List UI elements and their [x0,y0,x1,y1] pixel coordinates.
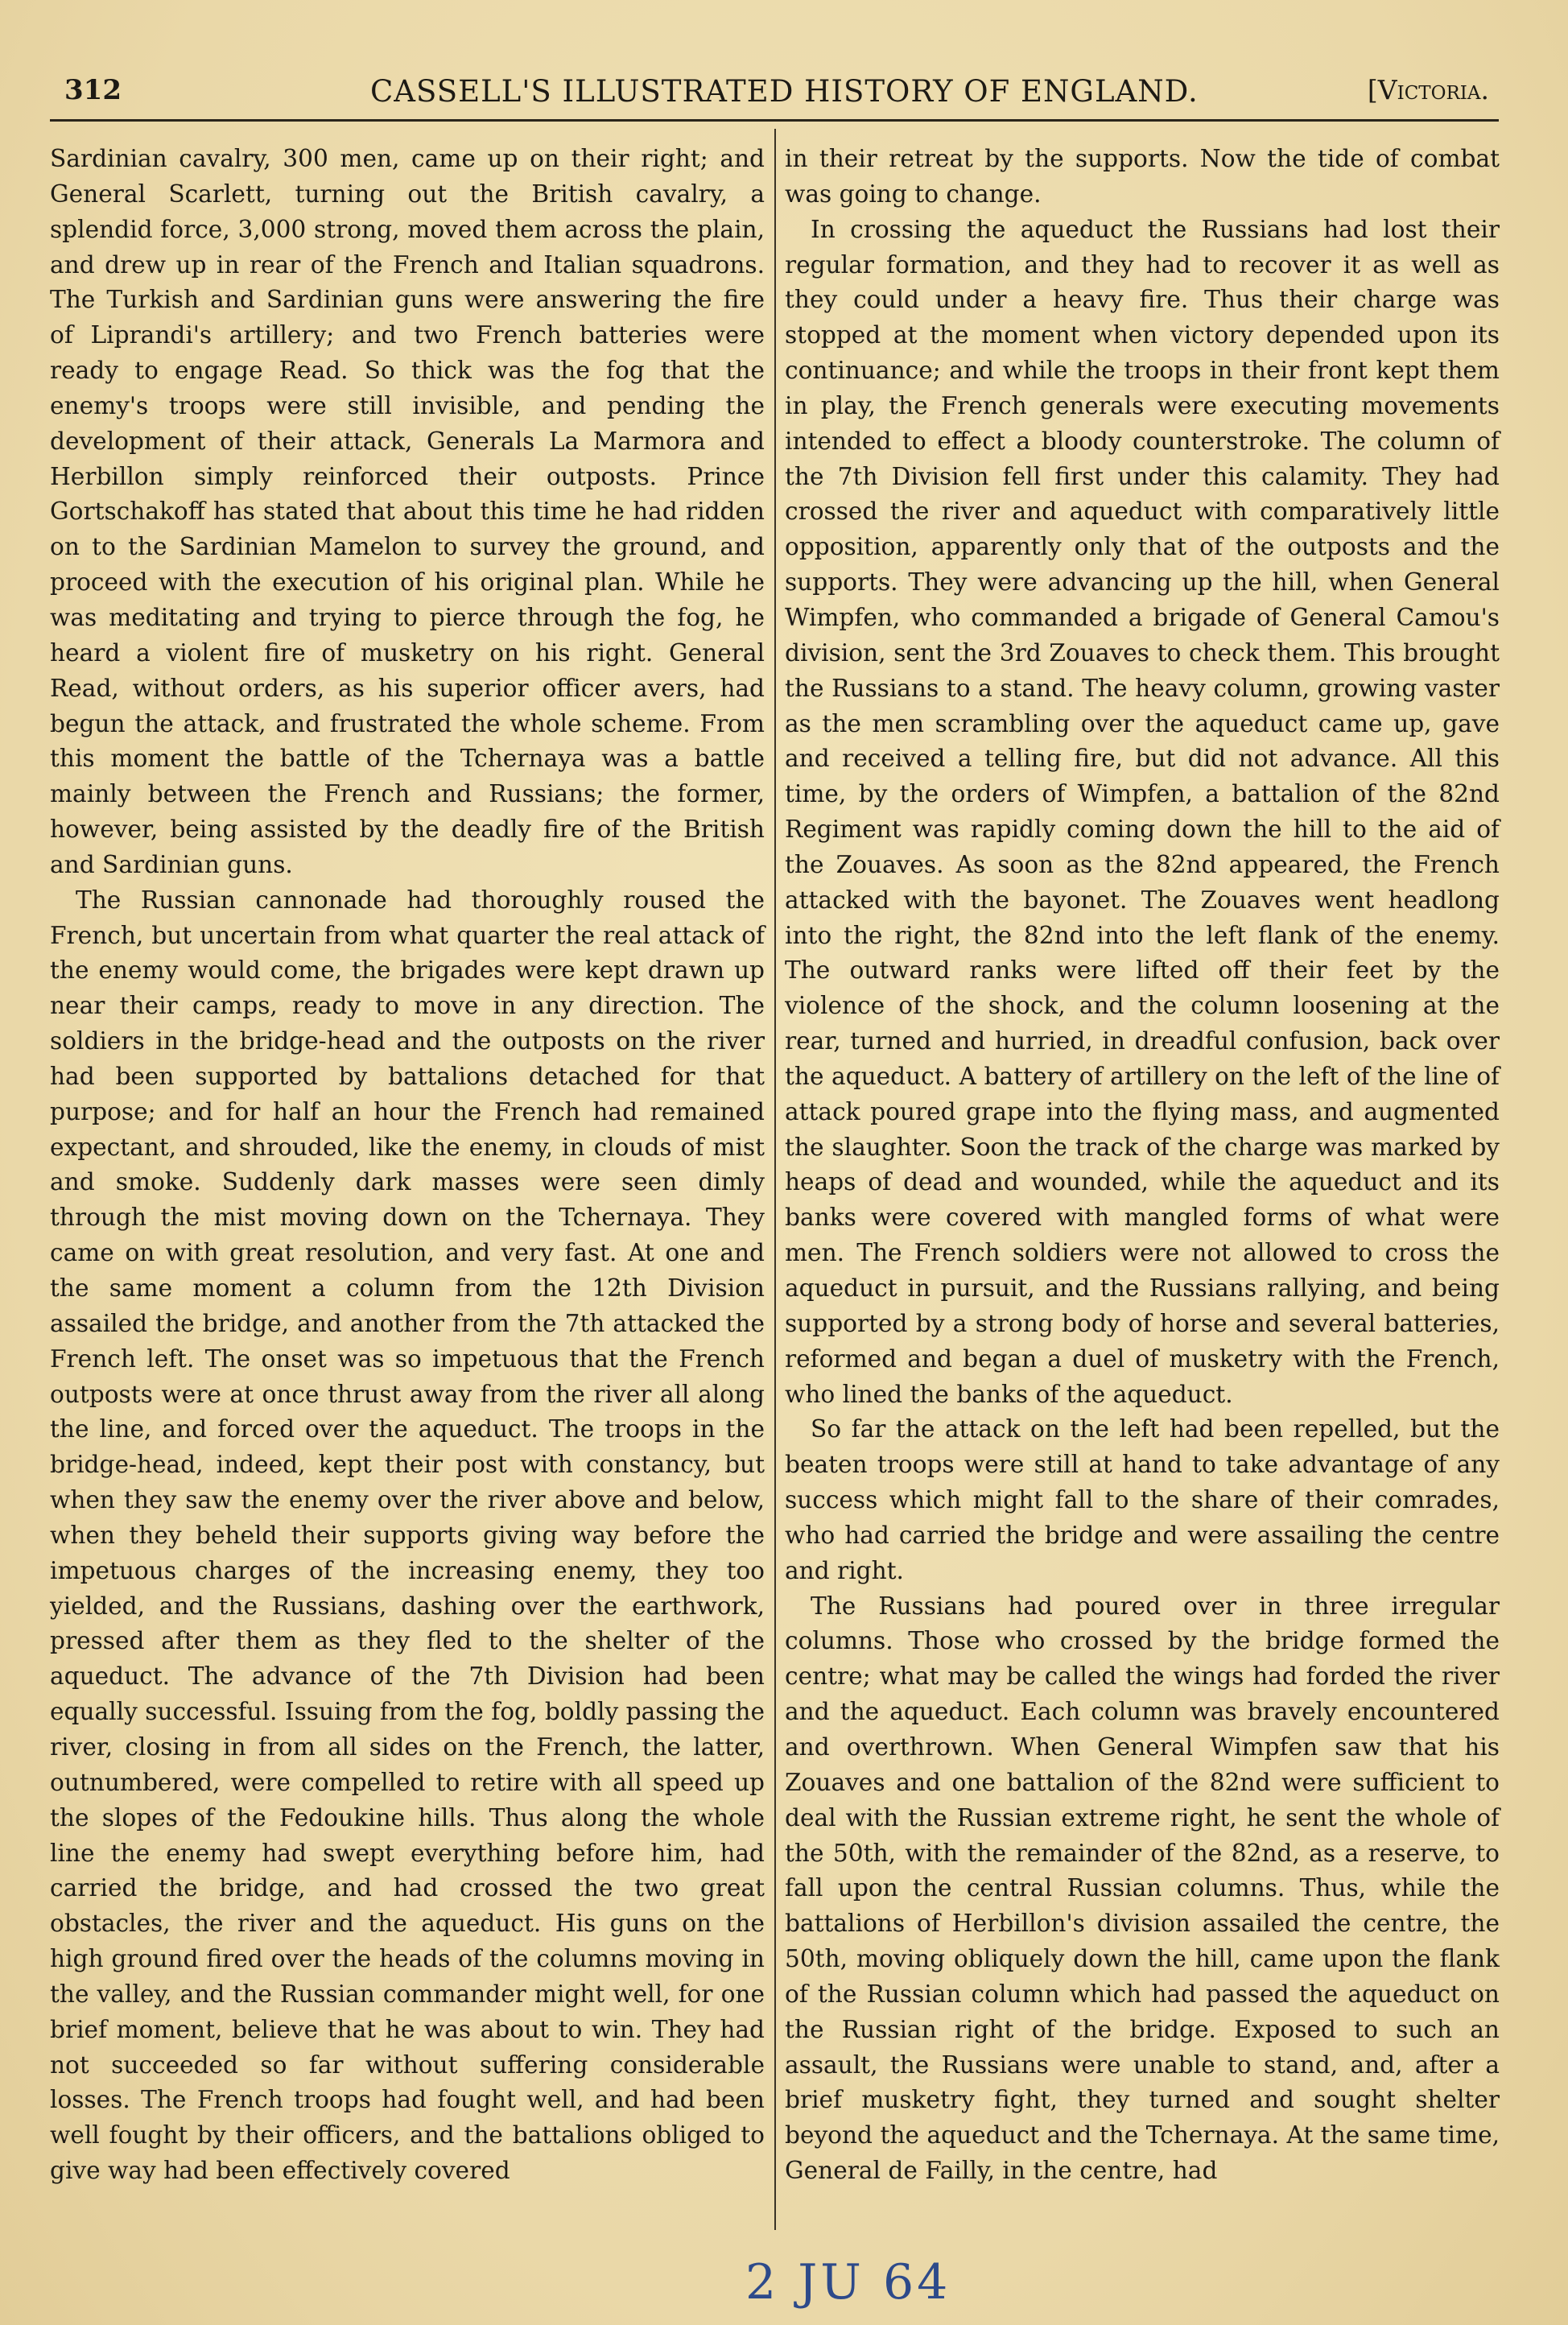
paragraph: The Russians had poured over in three irregular columns. Those who crossed by the bridge formed the centre; what may be called the wings had forded the river and the aqueduct. Each column was bravely encountered and overthrown. When General Wimpfen saw that his Zouaves and one battalion of the 82nd were sufficient to deal with the Russian extreme right, he sent the whole of the 50th, with the remainder of the 82nd, as a reserve, to fall upon the central Russian columns. Thus, while the battalions of Herbillon's division assailed the centre, the 50th, moving obliquely down the hill, came upon the flank of the Russian column which had passed the aqueduct on the Russian right of the bridge. Exposed to such an assault, the Russians were unable to stand, and, after a brief musketry fight, they turned and sought shelter beyond the aqueduct and the Tchernaya. At the same time, General de Failly, in the centre, had [785,1592,1500,2185]
page-header [64,74,1489,114]
running-title: CASSELL'S ILLUSTRATED HISTORY OF ENGLAND. [370,74,1199,109]
right-column [785,142,1500,2189]
paragraph: in their retreat by the supports. Now the tide of combat was going to change. [785,145,1500,208]
column-divider [774,129,776,2230]
library-date-stamp: 2 JU 64 [745,2254,951,2311]
paragraph: In crossing the aqueduct the Russians had lost their regular formation, and they had to recover it as well as they could under a heavy fire. Thus their charge was stopped at the moment when victory depended upon its continuance; and while the troops in their front kept them in play, the French generals were executing movements intended to effect a bloody counterstroke. The column of the 7th Division fell first under this calamity. They had crossed the river and aqueduct with comparatively little opposition, apparently only that of the outposts and the supports. They were advancing up the hill, when General Wimpfen, who commanded a brigade of General Camou's division, sent the 3rd Zouaves to check them. This brought the Russians to a stand. The heavy column, growing vaster as the men scrambling over the aqueduct came up, gave and received a telling fire, but did not advance. All this time, by the orders of Wimpfen, a battalion of the 82nd Regiment was rapidly coming down the hill to the aid of the Zouaves. As soon as the 82nd appeared, the French attacked with the bayonet. The Zouaves went headlong into the right, the 82nd into the left flank of the enemy. The outward ranks were lifted off their feet by the violence of the shock, and the column loosening at the rear, turned and hurried, in dreadful confusion, back over the aqueduct. A battery of artillery on the left of the line of attack poured grape into the flying mass, and augmented the slaughter. Soon the track of the charge was marked by heaps of dead and wounded, while the aqueduct and its banks were covered with mangled forms of what were men. The French soldiers were not allowed to cross the aqueduct in pursuit, and the Russians rallying, and being supported by a strong body of horse and several batteries, reformed and began a duel of musketry with the French, who lined the banks of the aqueduct. [785,215,1500,1408]
section-tag: [Victoria. [1367,74,1489,105]
paragraph: Sardinian cavalry, 300 men, came up on their right; and General Scarlett, turning out the British cavalry, a splendid force, 3,000 strong, moved them across the plain, and drew up in rear of the French and Italian squadrons. The Turkish and Sardinian guns were answering the fire of Liprandi's artillery; and two French batteries were ready to engage Read. So thick was the fog that the enemy's troops were still invisible, and pending the development of their attack, Generals La Marmora and Herbillon simply reinforced their outposts. Prince Gortschakoff has stated that about this time he had ridden on to the Sardinian Mamelon to survey the ground, and proceed with the execution of his original plan. While he was meditating and trying to pierce through the fog, he heard a violent fire of musketry on his right. General Read, without orders, as his superior officer avers, had begun the attack, and frustrated the whole scheme. From this moment the battle of the Tchernaya was a battle mainly between the French and Russians; the former, however, being assisted by the deadly fire of the British and Sardinian guns. [50,145,765,878]
paragraph: So far the attack on the left had been repelled, but the beaten troops were still at hand to take advantage of any success which might fall to the share of their comrades, who had carried the bridge and were assailing the centre and right. [785,1415,1500,1584]
paragraph: The Russian cannonade had thoroughly roused the French, but uncertain from what quarter the real attack of the enemy would come, the brigades were kept drawn up near their camps, ready to move in any direction. The soldiers in the bridge-head and the outposts on the river had been supported by battalions detached for that purpose; and for half an hour the French had remained expectant, and shrouded, like the enemy, in clouds of mist and smoke. Suddenly dark masses were seen dimly through the mist moving down on the Tchernaya. They came on with great resolution, and very fast. At one and the same moment a column from the 12th Division assailed the bridge, and another from the 7th attacked the French left. The onset was so impetuous that the French outposts were at once thrust away from the river all along the line, and forced over the aqueduct. The troops in the bridge-head, indeed, kept their post with constancy, but when they saw the enemy over the river above and below, when they beheld their supports giving way before the impetuous charges of the increasing enemy, they too yielded, and the Russians, dashing over the earthwork, pressed after them as they fled to the shelter of the aqueduct. The advance of the 7th Division had been equally successful. Issuing from the fog, boldly passing the river, closing in from all sides on the French, the latter, outnumbered, were compelled to retire with all speed up the slopes of the Fedoukine hills. Thus along the whole line the enemy had swept everything before him, had carried the bridge, and had crossed the two great obstacles, the river and the aqueduct. His guns on the high ground fired over the heads of the columns moving in the valley, and the Russian commander might well, for one brief moment, believe that he was about to win. They had not succeeded so far without suffering considerable losses. The French troops had fought well, and had been well fought by their officers, and the battalions obliged to give way had been effectively covered [50,886,765,2185]
page-number: 312 [64,74,122,106]
left-column [50,142,765,2189]
header-rule [50,119,1499,122]
